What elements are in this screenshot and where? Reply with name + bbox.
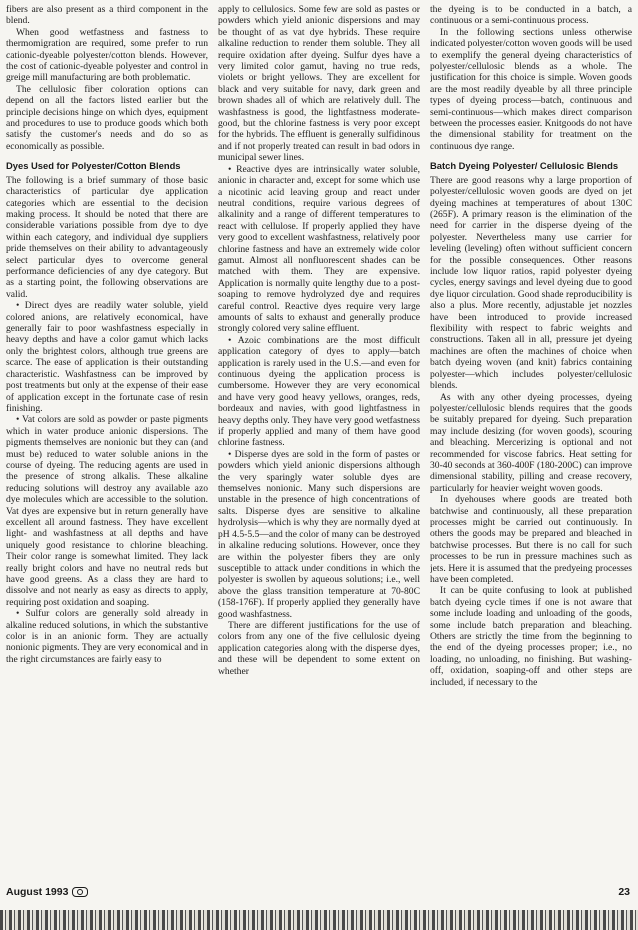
page-number: 23 bbox=[618, 886, 630, 898]
paragraph: In dyehouses where goods are treated both batchwise and continuously, all these preparation processes might be carried out continuously. In others the goods may be prepared and bleached in batchwise processes. But there is no call for such processes to be run in pressure machines such as jets. Here it is assumed that the predyeing processes have been completed. bbox=[430, 494, 632, 585]
bullet-paragraph: • Azoic combinations are the most difficult application category of dyes to apply—batch application is rarely used in the U.S.—and even for continuous dyeing the application process is cumbersome. However they are very economical and have very good heavy yellows, oranges, reds, bordeaux and navies, with good lightfastness in heavy depths only. They have very good wetfastness if properly applied and many of them have good chlorine fastness. bbox=[218, 334, 420, 449]
bullet-paragraph: • Sulfur colors are generally sold already in alkaline reduced solutions, in which the substantive color is in an anionic form. They are actually nonionic pigments. They are very economical and in the right circumstances are fairly easy to bbox=[6, 608, 208, 665]
bullet-paragraph: • Disperse dyes are sold in the form of pastes or powders which yield anionic dispersions although the very sparingly water soluble dyes are themselves nonionic. Many such dispersions are unstable in the presence of high concentrations of salts. Disperse dyes are sensitive to alkaline hydrolysis—which is why they are normally dyed at pH 4.5-5.5—and the color of many can be destroyed in alkaline reducing solutions. However, once they are within the polyester fibers they are only susceptible to attack under conditions in which the polyester is swollen by aqueous solutions; i.e., well above the glass transition temperature at 70-80C (158-176F). If properly applied they generally have good washfastness. bbox=[218, 448, 420, 620]
bullet-paragraph: • Reactive dyes are intrinsically water soluble, anionic in character and, except for some which use a nicotinic acid leaving group and react under neutral conditions, require various degrees of alkalinity and a range of different temperatures to react with cellulose. If properly applied they have very good to excellent washfastness, relatively poor chlorine fastness and have an extremely wide color gamut. Almost all nonfluorescent shades can be matched with them. They are expensive. Application is normally quite lengthy due to a post-soaping to remove hydrolyzed dye and requires careful control. Reactive dyes require very large amounts of salts to exhaust and generally produce strongly colored very saline effluent. bbox=[218, 163, 420, 335]
scan-edge-strip bbox=[0, 910, 638, 930]
paragraph: The following is a brief summary of those basic characteristics of particular dye application categories which are essential to the decision making process. It should be noted that there are considerable variations possible from dye to dye within each category, and individual dye suppliers pride themselves on their ability to advantageously select particular dyes to overcome general performance deficiencies of any dye category. But as a starting point, the following observations are valid. bbox=[6, 174, 208, 300]
section-heading: Dyes Used for Polyester/Cotton Blends bbox=[6, 160, 181, 172]
section-heading: Batch Dyeing Polyester/ Cellulosic Blends bbox=[430, 160, 619, 172]
paragraph: fibers are also present as a third component in the blend. bbox=[6, 4, 208, 27]
page-footer bbox=[6, 886, 630, 900]
bullet-paragraph: • Vat colors are sold as powder or paste pigments which in water produce anionic dispersions. The pigments themselves are nonionic but they can (and must be) reduced to water soluble anions in the course of dyeing. The reducing agents are used in the presence of strong alkalis. These alkaline reducing solutions will destroy any available azo dye molecules which are accessible to the solution. Vat dyes are expensive but in return generally have excellent all around fastness. They have excellent light- and washfastness at all depths and have uniquely good resistance to chlorine bleaching. Their color range is somewhat limited. They lack really bright colors and have no neutral reds but have good greens. As a class they are hard to dissolve and not nearly as easy as directs to apply, requiring post oxidation and soaping. bbox=[6, 414, 208, 608]
column-1 bbox=[6, 4, 208, 870]
footer-issue bbox=[6, 886, 88, 898]
paragraph: In the following sections unless otherwise indicated polyester/cotton woven goods will be used to exemplify the general dyeing characteristics of polyester/cellulosic blends as a whole. The justification for this choice is simple. Woven goods are the most readily dyeable by all three principle types of dyeing process—batch, continuous and semi-continuous—which makes direct comparison between the processes easier. Knitgoods do not have the dimensional stability for treatment on the continuous dye range. bbox=[430, 26, 632, 152]
paragraph: When good wetfastness and fastness to thermomigration are required, some prefer to run cationic-dyeable polyester/cotton blends. However, the cost of cationic-dyeable polyester and control in greige mill manufacturing are both problematic. bbox=[6, 26, 208, 84]
paragraph: the dyeing is to be conducted in a batch, a continuous or a semi-continuous process. bbox=[430, 4, 632, 27]
column-2 bbox=[218, 4, 420, 870]
paragraph: There are good reasons why a large proportion of polyester/cellulosic woven goods are dyed on jet dyeing machines at temperatures of about 130C (265F). A primary reason is the elimination of the need for carrier in the disperse dyeing of the polyester. Nevertheless many use carrier for leveling (leveling) often without sufficient concern for the possible consequences. Other reasons include low liquor ratios, rapid polyester dyeing cycles, energy savings and level dyeing due to good dye liquor circulation. Good shade reproducibility is also a plus. More recently, adjustable jet nozzles have been introduced to provide increased flexibility with respect to fabric weights and constructions. Taken all in all, pressure jet dyeing machines are often the machines of choice when batch dyeing woven (and knit) fabrics containing polyester—which includes polyester/cellulosic blends. bbox=[430, 174, 632, 392]
paragraph: There are different justifications for the use of colors from any one of the five cellulosic dyeing application categories along with the disperse dyes, and these will be dependent to some extent on whether bbox=[218, 619, 420, 677]
paragraph: It can be quite confusing to look at published batch dyeing cycle times if one is not aware that some include loading and unloading of the goods, some include batch preparation and bleaching. Others are strictly the time from the beginning to the end of the dyeing processes proper; i.e., no loading, no unloading, no finishing. But washing-off, oxidation, soaping-off and other steps are included, if necessary to the bbox=[430, 585, 632, 688]
issue-date: August 1993 bbox=[6, 886, 69, 898]
bullet-paragraph: • Direct dyes are readily water soluble, yield colored anions, are relatively economical, have generally fair to poor washfastness especially in heavy depths and have a color gamut which lacks only the brightest colors, although true greens are scarce. The ease of application is their outstanding characteristic. Washfastness can be improved by post treatments but only at the expense of their ease of application except in the fortunate case of resin finishing. bbox=[6, 300, 208, 414]
paragraph: The cellulosic fiber coloration options can depend on all the factors listed earlier but the principle decisions hinge on which dyes, equipment and procedures to use to produce goods which both satisfy the customer's needs and do so as economically as possible. bbox=[6, 83, 208, 152]
paragraph: apply to cellulosics. Some few are sold as pastes or powders which yield anionic dispersions and may be thought of as vat dye hybrids. These require alkaline reduction to render them soluble. They all require oxidation after dyeing. Sulfur dyes have a very limited color gamut, having no true reds, violets or bright yellows. They are excellent for black and very suitable for navy, dark green and brown shades all of which are relatively dull. The washfastness is good, the lightfastness moderate-good, but the chlorine fastness is very poor except for the hybrids. The effluent is generally sulfidinous and if not properly treated can result in bad odors in municipal sewer lines. bbox=[218, 4, 420, 164]
column-3 bbox=[430, 4, 632, 870]
publication-logo-icon bbox=[72, 887, 88, 897]
text-columns bbox=[6, 4, 632, 870]
paragraph: As with any other dyeing processes, dyeing polyester/cellulosic blends requires that the goods be suitably prepared for dyeing. Such preparation may include desizing (for woven goods), scouring and bleaching. Mercerizing is optional and not recommended for viscose fabrics. Heat setting for 30-40 seconds at 360-400F (180-200C) can improve dimensional stability, pilling and crease recovery, particularly for heavier weight woven goods. bbox=[430, 391, 632, 494]
